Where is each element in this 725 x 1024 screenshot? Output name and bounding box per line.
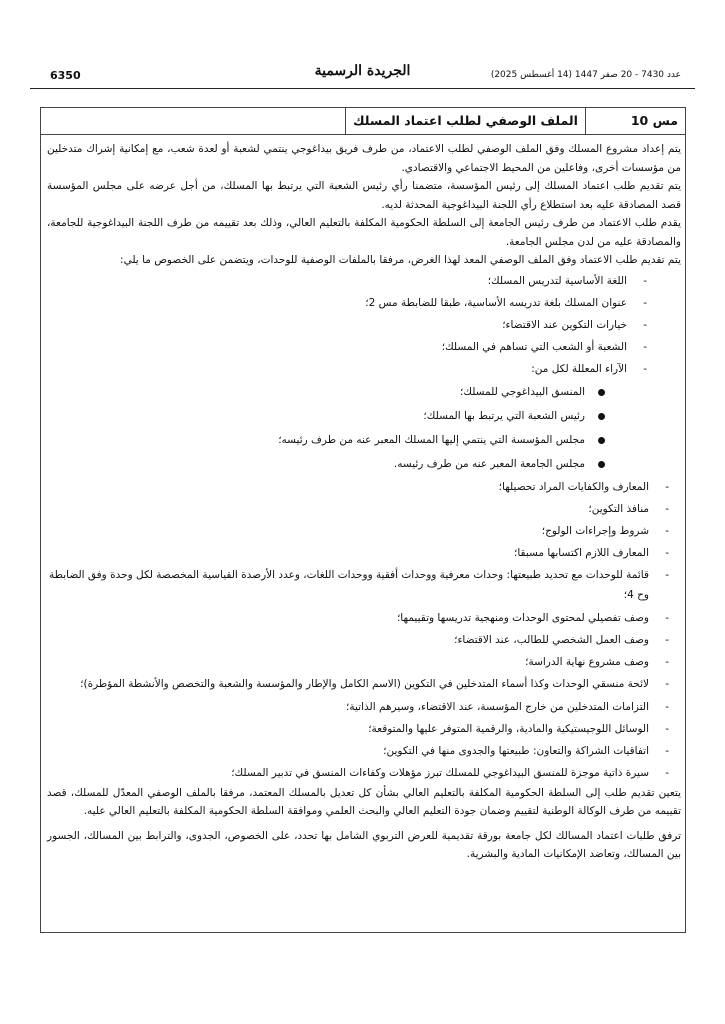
paragraph: يتم تقديم طلب اعتماد المسلك إلى رئيس المؤسسة، متضمنا رأي رئيس الشعبة التي يرتبط بها المسلك، من أجل عرضه على مجلس المؤسسة قصد المصادقة عليه بعد استطلاع رأي اللجنة البيداغوجية المحدثة لديه. xyxy=(47,180,681,211)
form-title-row xyxy=(41,108,685,135)
form-code: مس 10 xyxy=(585,108,685,134)
file-contents-list xyxy=(47,476,681,784)
opinions-list xyxy=(47,380,681,476)
dash-marker: - xyxy=(665,546,669,559)
list-item xyxy=(47,498,669,520)
list-item xyxy=(47,718,669,740)
list-item-text: خيارات التكوين عند الاقتضاء؛ xyxy=(502,318,627,331)
dash-marker: - xyxy=(643,296,647,309)
bullet-item xyxy=(47,452,605,476)
dash-marker: - xyxy=(665,524,669,537)
list-item-text: الآراء المعللة لكل من: xyxy=(531,362,627,375)
list-item xyxy=(47,542,669,564)
list-item-text: الوسائل اللوجيستيكية والمادية، والرقمية المتوفر عليها والمتوقعة؛ xyxy=(368,722,649,735)
dash-marker: - xyxy=(665,766,669,779)
bullet-icon xyxy=(598,389,605,396)
form-frame xyxy=(40,107,686,933)
list-item-text: وصف تفصيلي لمحتوى الوحدات ومنهجية تدريسها وتقييمها؛ xyxy=(396,611,649,624)
bullet-text: رئيس الشعبة التي يرتبط بها المسلك؛ xyxy=(423,409,585,422)
dash-marker: - xyxy=(665,633,669,646)
list-item-text: المعارف والكفايات المراد تحصيلها؛ xyxy=(498,480,649,493)
dash-marker: - xyxy=(665,611,669,624)
list-item xyxy=(47,520,669,542)
paragraph: يتم إعداد مشروع المسلك وفق الملف الوصفي لطلب الاعتماد، من طرف فريق بيداغوجي ينتمي لشعبة أو لعدة شعب، مع إمكانية إشراك متدخلين من مؤسسات أخرى، وفاعلين من المحيط الاجتماعي والاقتصادي. xyxy=(47,143,681,174)
dash-marker: - xyxy=(643,318,647,331)
bullet-text: مجلس الجامعة المعبر عنه من طرف رئيسه. xyxy=(393,457,585,470)
list-item xyxy=(47,292,647,314)
paragraph: ترفق طلبات اعتماد المسالك لكل جامعة بورقة تقديمية للعرض التربوي الشامل بها تحدد، على الخصوص، الجدوى، والترابط بين المسالك، الجسور بين المسالك، وتعاضد الإمكانيات المادية والبشرية. xyxy=(47,829,681,860)
list-item xyxy=(47,696,669,718)
dash-marker: - xyxy=(665,744,669,757)
list-item-text: التزامات المتدخلين من خارج المؤسسة، عند الاقتضاء، وسيرهم الذاتية؛ xyxy=(346,700,649,713)
page-header xyxy=(30,62,695,89)
list-item xyxy=(47,651,669,673)
list-item-text: الشعبة أو الشعب التي تساهم في المسلك؛ xyxy=(441,340,627,353)
journal-title: الجريدة الرسمية xyxy=(314,63,411,79)
dash-marker: - xyxy=(643,274,647,287)
bullet-icon xyxy=(598,413,605,420)
list-item xyxy=(47,564,669,607)
dash-marker: - xyxy=(665,502,669,515)
bullet-text: المنسق البيداغوجي للمسلك؛ xyxy=(460,385,585,398)
bullet-icon xyxy=(598,437,605,444)
list-item xyxy=(47,740,669,762)
list-item-text: قائمة للوحدات مع تحديد طبيعتها: وحدات معرفية ووحدات أفقية ووحدات اللغات، وعدد الأرصدة القياسية المخصصة لكل وحدة وفق الضابطة وح 4؛ xyxy=(48,568,649,601)
list-item xyxy=(47,476,669,498)
form-title: الملف الوصفي لطلب اعتماد المسلك xyxy=(345,108,585,134)
issue-info: عدد 7430 - 20 صفر 1447 (14 أغسطس 2025) xyxy=(490,70,681,80)
dash-marker: - xyxy=(643,340,647,353)
list-item xyxy=(47,336,647,358)
dash-marker: - xyxy=(665,655,669,668)
form-content xyxy=(41,135,685,864)
paragraph: يقدم طلب الاعتماد من طرف رئيس الجامعة إلى السلطة الحكومية المكلفة بالتعليم العالي، وذلك بعد تقييمه من طرف اللجنة البيداغوجية للجامعة، والمصادقة عليه من لدن مجلس الجامعة. xyxy=(47,217,681,248)
paragraph: يتم تقديم طلب الاعتماد وفق الملف الوصفي المعد لهذا الغرض، مرفقا بالملفات الوصفية للوحدات، ويتضمن على الخصوص ما يلي: xyxy=(120,254,681,266)
paragraph: يتعين تقديم طلب إلى السلطة الحكومية المكلفة بالتعليم العالي بشأن كل تعديل بالمسلك المعتمد، مرفقا بالملف الوصفي المعدّل للمسلك، قصد تقييمه من طرف الوكالة الوطنية لتقييم وضمان جودة التعليم العالي والبحث العلمي وموافقة السلطة الحكومية المكلفة بالتعليم العالي عليه. xyxy=(47,786,681,817)
list-item-text: المعارف اللازم اكتسابها مسبقا؛ xyxy=(514,546,649,559)
list-item xyxy=(47,607,669,629)
requirements-list xyxy=(47,270,681,380)
list-item xyxy=(47,314,647,336)
bullet-item xyxy=(47,380,605,404)
list-item xyxy=(47,358,647,380)
dash-marker: - xyxy=(643,362,647,375)
dash-marker: - xyxy=(665,568,669,581)
bullet-text: مجلس المؤسسة التي ينتمي إليها المسلك المعبر عنه من طرف رئيسه؛ xyxy=(278,433,585,446)
bullet-icon xyxy=(598,461,605,468)
list-item-text: شروط وإجراءات الولوج؛ xyxy=(541,524,649,537)
dash-marker: - xyxy=(665,700,669,713)
list-item-text: وصف مشروع نهاية الدراسة؛ xyxy=(525,655,649,668)
dash-marker: - xyxy=(665,677,669,690)
list-item-text: وصف العمل الشخصي للطالب، عند الاقتضاء؛ xyxy=(454,633,649,646)
bullet-item xyxy=(47,404,605,428)
list-item xyxy=(47,762,669,784)
list-item-text: لائحة منسقي الوحدات وكذا أسماء المتدخلين في التكوين (الاسم الكامل والإطار والمؤسسة والشعبة والتخصص والأنشطة المؤطرة)؛ xyxy=(80,677,649,690)
dash-marker: - xyxy=(665,722,669,735)
list-item xyxy=(47,673,669,696)
list-item-text: عنوان المسلك بلغة تدريسه الأساسية، طبقا للضابطة مس 2؛ xyxy=(365,296,627,309)
list-item xyxy=(47,629,669,651)
list-item-text: منافذ التكوين؛ xyxy=(588,502,649,515)
list-item xyxy=(47,270,647,292)
bullet-item xyxy=(47,428,605,452)
list-item-text: اتفاقيات الشراكة والتعاون: طبيعتها والجدوى منها في التكوين؛ xyxy=(383,744,649,757)
dash-marker: - xyxy=(665,480,669,493)
list-item-text: سيرة ذاتية موجزة للمنسق البيداغوجي للمسلك تبرز مؤهلات وكفاءات المنسق في تدبير المسلك؛ xyxy=(231,766,649,779)
page-number: 6350 xyxy=(50,69,81,82)
list-item-text: اللغة الأساسية لتدريس المسلك؛ xyxy=(487,274,627,287)
